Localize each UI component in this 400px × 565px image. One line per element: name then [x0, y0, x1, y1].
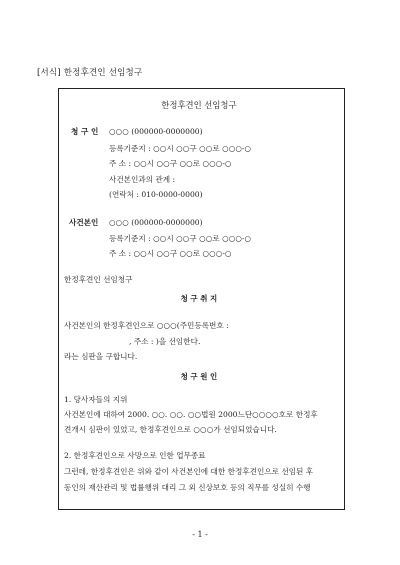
page-number: - 1 -	[192, 530, 208, 539]
document-title: 한정후견인 선임청구	[161, 101, 237, 111]
claimant-address: 주 소 : ○○시 ○○구 ○○로 ○○○-○	[109, 159, 232, 168]
principal-address: 주 소 : ○○시 ○○구 ○○로 ○○○-○	[109, 249, 232, 258]
reason-2-line-1: 그런데, 한정후견인은 위와 같이 사건본인에 대한 한정후견인으로 선임된 후	[64, 467, 314, 476]
purpose-line-3: 라는 심판을 구합니다.	[64, 352, 138, 361]
form-header-label: [서식] 한정후견인 선임청구	[37, 68, 143, 78]
reason-1-title: 1. 당사자들의 지위	[64, 395, 128, 404]
reason-1-line-1: 사건본인에 대하여 2000. ○○. ○○. ○○법원 2000느단○○○○호로 한정후	[64, 410, 318, 419]
claimant-contact: (연락처 : 010-0000-0000)	[109, 190, 203, 199]
reason-2-title: 2. 한정후견인으로 사망으로 인한 업무종료	[64, 451, 206, 460]
purpose-heading: 청 구 취 지	[180, 294, 218, 303]
reason-2-line-2: 동인의 재산관리 및 법률행위 대리 그 외 신상보호 등의 직무를 성실히 수행	[64, 483, 311, 492]
claimant-role-label: 청 구 인	[71, 127, 99, 136]
reason-1-line-2: 견개시 심판이 있었고, 한정후견인으로 ○○○가 선임되었습니다.	[64, 425, 277, 434]
principal-role-label: 사건본인	[69, 218, 99, 227]
claimant-name: ○○○ (000000-0000000)	[109, 127, 203, 136]
purpose-line-2: , 주소 : )을 선임한다.	[129, 337, 201, 346]
reason-heading: 청 구 원 인	[180, 372, 218, 381]
claimant-relation: 사건본인과의 관계 :	[109, 175, 176, 184]
purpose-line-1: 사건본인의 한정후견인으로 ○○○(주민등록번호 :	[64, 321, 229, 330]
case-name: 한정후견인 선임청구	[64, 275, 133, 284]
document-frame	[58, 88, 345, 510]
principal-name: ○○○ (000000-0000000)	[109, 218, 203, 227]
principal-registry: 등록기준지 : ○○시 ○○구 ○○로 ○○○-○	[109, 234, 252, 243]
claimant-registry: 등록기준지 : ○○시 ○○구 ○○로 ○○○-○	[109, 144, 252, 153]
